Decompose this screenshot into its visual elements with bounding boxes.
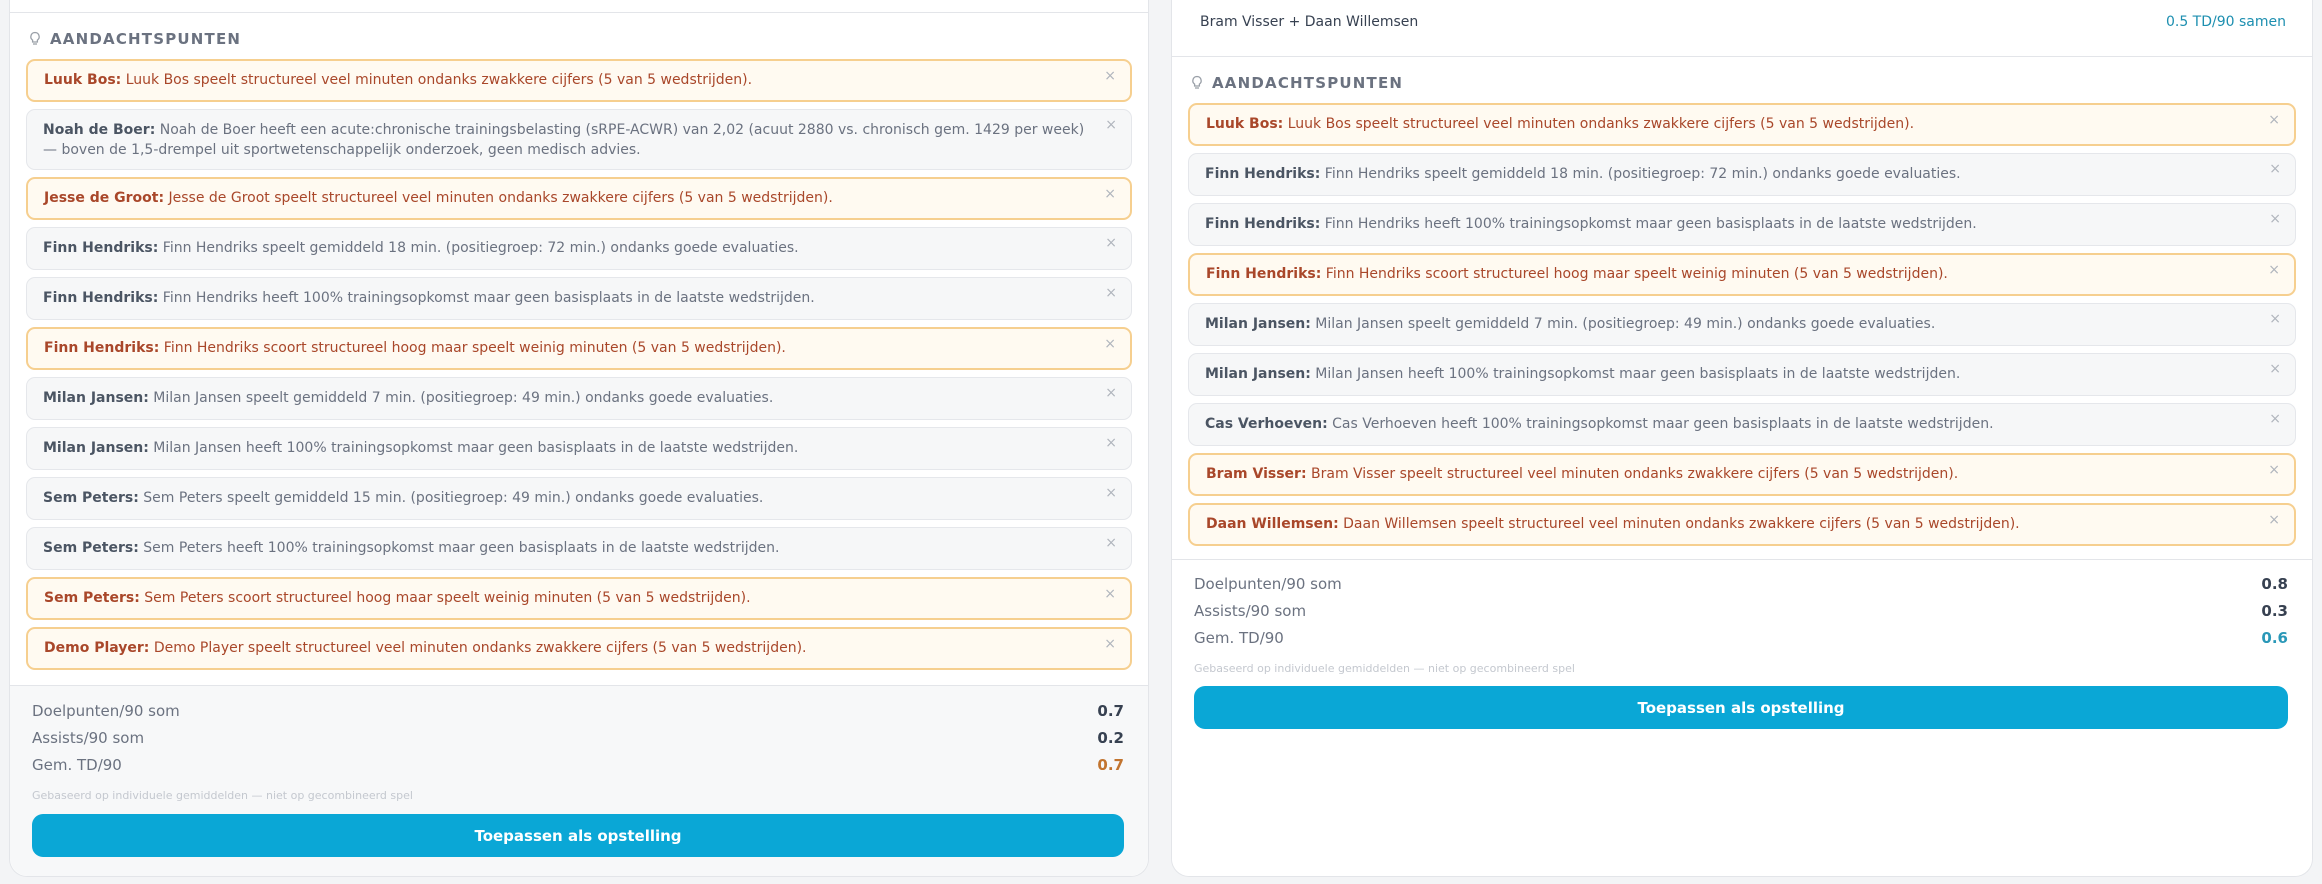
alert-player-name: Cas Verhoeven: xyxy=(1205,416,1328,432)
alert-text: Sem Peters heeft 100% trainingsopkomst maar geen basisplaats in de laatste wedstrijden. xyxy=(143,540,780,556)
close-icon[interactable]: × xyxy=(2269,311,2281,327)
stat-label: Gem. TD/90 xyxy=(1194,629,1284,647)
alert-text: Milan Jansen speelt gemiddeld 7 min. (positiegroep: 49 min.) ondanks goede evaluaties. xyxy=(153,390,774,406)
stat-row-assists xyxy=(1194,602,2288,620)
apply-lineup-button[interactable]: Toepassen als opstelling xyxy=(1194,686,2288,729)
close-icon[interactable]: × xyxy=(2268,462,2280,478)
stat-row-assists xyxy=(32,729,1124,747)
close-icon[interactable]: × xyxy=(2269,211,2281,227)
stat-value: 0.7 xyxy=(1097,702,1124,720)
alert-player-name: Finn Hendriks: xyxy=(43,290,159,306)
alert-item xyxy=(1188,503,2296,546)
stat-value: 0.2 xyxy=(1097,729,1124,747)
close-icon[interactable]: × xyxy=(2269,161,2281,177)
alert-text: Luuk Bos speelt structureel veel minuten ondanks zwakkere cijfers (5 van 5 wedstrijden). xyxy=(125,72,753,88)
alert-item xyxy=(26,59,1132,102)
alert-item xyxy=(1188,303,2296,346)
alert-player-name: Milan Jansen: xyxy=(43,390,149,406)
alert-text: Finn Hendriks heeft 100% trainingsopkomst maar geen basisplaats in de laatste wedstrijden. xyxy=(162,290,815,306)
close-icon[interactable]: × xyxy=(1104,586,1116,602)
stat-row-td xyxy=(1194,629,2288,647)
stat-label: Doelpunten/90 som xyxy=(32,702,180,720)
alert-item xyxy=(1188,453,2296,496)
alert-item xyxy=(1188,403,2296,446)
stat-row-goals xyxy=(32,702,1124,720)
close-icon[interactable]: × xyxy=(1105,485,1117,501)
alert-text: Finn Hendriks speelt gemiddeld 18 min. (positiegroep: 72 min.) ondanks goede evaluaties. xyxy=(162,240,799,256)
apply-lineup-button[interactable]: Toepassen als opstelling xyxy=(32,814,1124,857)
close-icon[interactable]: × xyxy=(1104,186,1116,202)
close-icon[interactable]: × xyxy=(1105,285,1117,301)
footnote: Gebaseerd op individuele gemiddelden — niet op gecombineerd spel xyxy=(1194,662,1575,675)
alert-player-name: Luuk Bos: xyxy=(1206,116,1284,132)
stat-label: Doelpunten/90 som xyxy=(1194,575,1342,593)
alert-item xyxy=(1188,253,2296,296)
alert-player-name: Milan Jansen: xyxy=(1205,366,1311,382)
alert-text: Finn Hendriks scoort structureel hoog maar speelt weinig minuten (5 van 5 wedstrijden). xyxy=(1325,266,1948,282)
footnote: Gebaseerd op individuele gemiddelden — niet op gecombineerd spel xyxy=(32,789,413,802)
alert-item xyxy=(26,477,1132,520)
panel-divider xyxy=(10,12,1148,13)
alerts-list xyxy=(1188,103,2296,553)
stat-value: 0.3 xyxy=(2261,602,2288,620)
stat-label: Assists/90 som xyxy=(1194,602,1307,620)
alert-text: Finn Hendriks heeft 100% trainingsopkomst maar geen basisplaats in de laatste wedstrijden. xyxy=(1324,216,1977,232)
close-icon[interactable]: × xyxy=(1105,117,1117,133)
alert-text: Sem Peters scoort structureel hoog maar speelt weinig minuten (5 van 5 wedstrijden). xyxy=(144,590,751,606)
alert-player-name: Bram Visser: xyxy=(1206,466,1307,482)
stat-row-td xyxy=(32,756,1124,774)
alert-player-name: Sem Peters: xyxy=(44,590,140,606)
stat-value: 0.7 xyxy=(1097,756,1124,774)
alert-player-name: Milan Jansen: xyxy=(43,440,149,456)
alert-player-name: Finn Hendriks: xyxy=(1206,266,1322,282)
alert-text: Finn Hendriks speelt gemiddeld 18 min. (positiegroep: 72 min.) ondanks goede evaluaties. xyxy=(1324,166,1961,182)
alert-text: Milan Jansen speelt gemiddeld 7 min. (positiegroep: 49 min.) ondanks goede evaluaties. xyxy=(1315,316,1936,332)
stat-value: 0.8 xyxy=(2261,575,2288,593)
alert-item xyxy=(1188,153,2296,196)
alert-player-name: Sem Peters: xyxy=(43,540,139,556)
pair-names: Bram Visser + Daan Willemsen xyxy=(1200,14,1419,30)
alert-text: Luuk Bos speelt structureel veel minuten ondanks zwakkere cijfers (5 van 5 wedstrijden). xyxy=(1287,116,1915,132)
alert-player-name: Finn Hendriks: xyxy=(1205,216,1321,232)
alert-text: Daan Willemsen speelt structureel veel minuten ondanks zwakkere cijfers (5 van 5 wedstrijden). xyxy=(1343,516,2020,532)
close-icon[interactable]: × xyxy=(2269,361,2281,377)
alert-text: Sem Peters speelt gemiddeld 15 min. (positiegroep: 49 min.) ondanks goede evaluaties. xyxy=(143,490,764,506)
section-title: AANDACHTSPUNTEN xyxy=(50,30,242,48)
alert-text: Noah de Boer heeft een acute:chronische trainingsbelasting (sRPE-ACWR) van 2,02 (acuut 2880 vs. chronisch gem. 1429 per week) — boven de 1,5-drempel uit sportwetenschappelijk onderzoek, geen medisch advies. xyxy=(43,122,1085,158)
alert-item xyxy=(1188,103,2296,146)
alert-text: Bram Visser speelt structureel veel minuten ondanks zwakkere cijfers (5 van 5 wedstrijden). xyxy=(1311,466,1959,482)
alert-text: Milan Jansen heeft 100% trainingsopkomst maar geen basisplaats in de laatste wedstrijden. xyxy=(153,440,799,456)
close-icon[interactable]: × xyxy=(1105,235,1117,251)
alert-player-name: Daan Willemsen: xyxy=(1206,516,1339,532)
pair-value: 0.5 TD/90 samen xyxy=(2165,14,2286,30)
close-icon[interactable]: × xyxy=(1104,68,1116,84)
panel-divider xyxy=(1172,56,2312,57)
stat-value: 0.6 xyxy=(2261,629,2288,647)
alert-player-name: Sem Peters: xyxy=(43,490,139,506)
alert-item xyxy=(26,327,1132,370)
alert-player-name: Finn Hendriks: xyxy=(43,240,159,256)
alert-text: Milan Jansen heeft 100% trainingsopkomst maar geen basisplaats in de laatste wedstrijden. xyxy=(1315,366,1961,382)
close-icon[interactable]: × xyxy=(1104,636,1116,652)
alert-player-name: Demo Player: xyxy=(44,640,150,656)
lineup-summary xyxy=(10,685,1148,876)
alert-item xyxy=(26,109,1132,170)
close-icon[interactable]: × xyxy=(2268,262,2280,278)
alert-item xyxy=(1188,353,2296,396)
section-header xyxy=(28,30,241,48)
close-icon[interactable]: × xyxy=(1105,435,1117,451)
alert-item xyxy=(26,527,1132,570)
alert-item xyxy=(1188,203,2296,246)
alert-player-name: Finn Hendriks: xyxy=(44,340,160,356)
lineup-panel-right xyxy=(1171,0,2313,877)
lightbulb-icon xyxy=(28,31,42,47)
alert-item xyxy=(26,177,1132,220)
alert-item xyxy=(26,277,1132,320)
close-icon[interactable]: × xyxy=(2268,512,2280,528)
section-title: AANDACHTSPUNTEN xyxy=(1212,74,1404,92)
close-icon[interactable]: × xyxy=(1105,385,1117,401)
alert-text: Finn Hendriks scoort structureel hoog maar speelt weinig minuten (5 van 5 wedstrijden). xyxy=(163,340,786,356)
close-icon[interactable]: × xyxy=(1105,535,1117,551)
lightbulb-icon xyxy=(1190,75,1204,91)
close-icon[interactable]: × xyxy=(1104,336,1116,352)
section-header xyxy=(1190,74,1403,92)
stat-row-goals xyxy=(1194,575,2288,593)
alert-item xyxy=(26,627,1132,670)
alert-text: Cas Verhoeven heeft 100% trainingsopkomst maar geen basisplaats in de laatste wedstrijden. xyxy=(1332,416,1994,432)
stat-label: Assists/90 som xyxy=(32,729,145,747)
close-icon[interactable]: × xyxy=(2268,112,2280,128)
alert-text: Jesse de Groot speelt structureel veel minuten ondanks zwakkere cijfers (5 van 5 wedstrijden). xyxy=(168,190,833,206)
alert-item xyxy=(26,377,1132,420)
lineup-summary xyxy=(1172,559,2312,876)
stat-label: Gem. TD/90 xyxy=(32,756,122,774)
alert-item xyxy=(26,427,1132,470)
pair-row xyxy=(1200,2,2286,42)
alert-player-name: Luuk Bos: xyxy=(44,72,122,88)
alert-item xyxy=(26,227,1132,270)
alert-player-name: Noah de Boer: xyxy=(43,122,156,138)
alert-player-name: Finn Hendriks: xyxy=(1205,166,1321,182)
alert-item xyxy=(26,577,1132,620)
close-icon[interactable]: × xyxy=(2269,411,2281,427)
lineup-panel-left xyxy=(9,0,1149,877)
alert-text: Demo Player speelt structureel veel minuten ondanks zwakkere cijfers (5 van 5 wedstrijden). xyxy=(153,640,807,656)
alerts-list xyxy=(26,59,1132,677)
alert-player-name: Jesse de Groot: xyxy=(44,190,165,206)
alert-player-name: Milan Jansen: xyxy=(1205,316,1311,332)
